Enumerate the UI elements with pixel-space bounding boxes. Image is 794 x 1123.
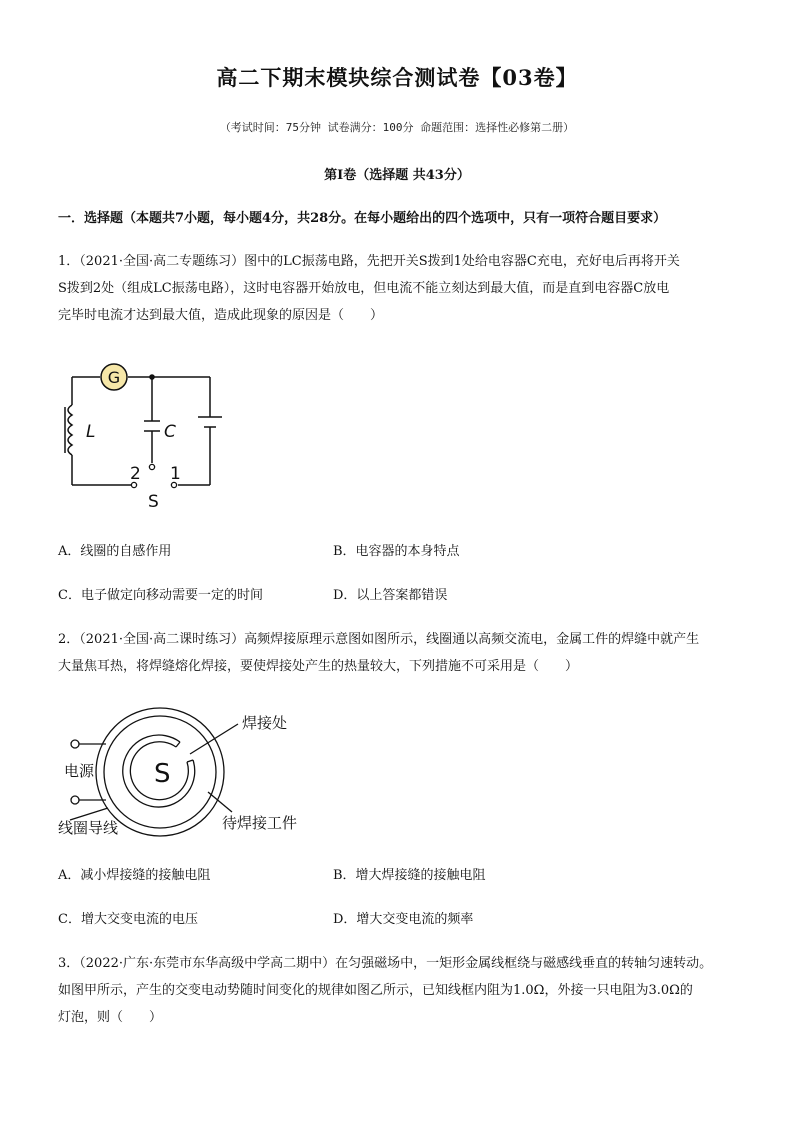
q2-option-c: C．增大交变电流的电压 — [58, 912, 198, 927]
question-1-line: 完毕时电流才达到最大值，造成此现象的原因是（ ） — [58, 308, 384, 323]
lc-circuit-figure — [50, 355, 230, 515]
question-3-stem — [58, 950, 742, 1031]
question-3-line: 灯泡，则（ ） — [58, 1010, 163, 1025]
galvanometer-label: G — [107, 368, 121, 387]
q1-option-b: B．电容器的本身特点 — [333, 544, 460, 559]
question-1-line: S拨到2处（组成LC振荡电路），这时电容器开始放电，但电流不能立刻达到最大值，而是直到电容器C放电 — [58, 281, 670, 296]
question-2-stem — [58, 626, 742, 680]
part-heading: 第Ⅰ卷（选择题 共43分） — [324, 168, 470, 183]
question-3-line: 如图甲所示，产生的交变电动势随时间变化的规律如图乙所示，已知线框内阻为1.0Ω，外接一只电阻为3.0Ω的 — [58, 983, 693, 998]
question-1-line: 1．（2021·全国·高二专题练习）图中的LC振荡电路，先把开关S拨到1处给电容器C充电，充好电后再将开关 — [58, 254, 680, 269]
switch-label: S — [148, 492, 159, 512]
page-title: 高二下期末模块综合测试卷【03卷】 — [216, 65, 578, 90]
power-label: 电源 — [64, 762, 95, 780]
question-1-stem — [58, 248, 742, 329]
svg-text:S: S — [154, 759, 171, 789]
weld-point-label: 焊接处 — [242, 714, 288, 732]
q2-option-a: A．减小焊接缝的接触电阻 — [58, 868, 211, 883]
q2-option-b: B．增大焊接缝的接触电阻 — [333, 868, 486, 883]
q1-option-d: D．以上答案都错误 — [333, 588, 448, 603]
question-2-line: 2．（2021·全国·高二课时练习）高频焊接原理示意图如图所示，线圈通以高频交流电，金属工件的焊缝中就产生 — [58, 632, 700, 647]
q1-option-a: A．线圈的自感作用 — [58, 544, 172, 559]
q2-option-d: D．增大交变电流的频率 — [333, 912, 474, 927]
capacitor-label: C — [164, 422, 176, 442]
exam-info: （考试时间：75分钟 试卷满分：100分 命题范围：选择性必修第二册） — [219, 121, 575, 134]
inductor-label: L — [86, 422, 96, 442]
section-heading: 一．选择题（本题共7小题，每小题4分，共28分。在每小题给出的四个选项中，只有一项符合题目要求） — [58, 211, 667, 226]
question-3-line: 3．（2022·广东·东莞市东华高级中学高二期中）在匀强磁场中，一矩形金属线框绕与磁感线垂直的转轴匀速转动。 — [58, 956, 713, 971]
q1-option-c: C．电子做定向移动需要一定的时间 — [58, 588, 263, 603]
question-2-line: 大量焦耳热，将焊缝熔化焊接，要使焊接处产生的热量较大，下列措施不可采用是（ ） — [58, 659, 579, 674]
switch-position-1: 1 — [170, 464, 181, 484]
workpiece-label: 待焊接工件 — [222, 814, 298, 832]
welding-figure — [50, 700, 320, 840]
switch-position-2: 2 — [130, 464, 141, 484]
coil-label: 线圈导线 — [58, 819, 119, 837]
